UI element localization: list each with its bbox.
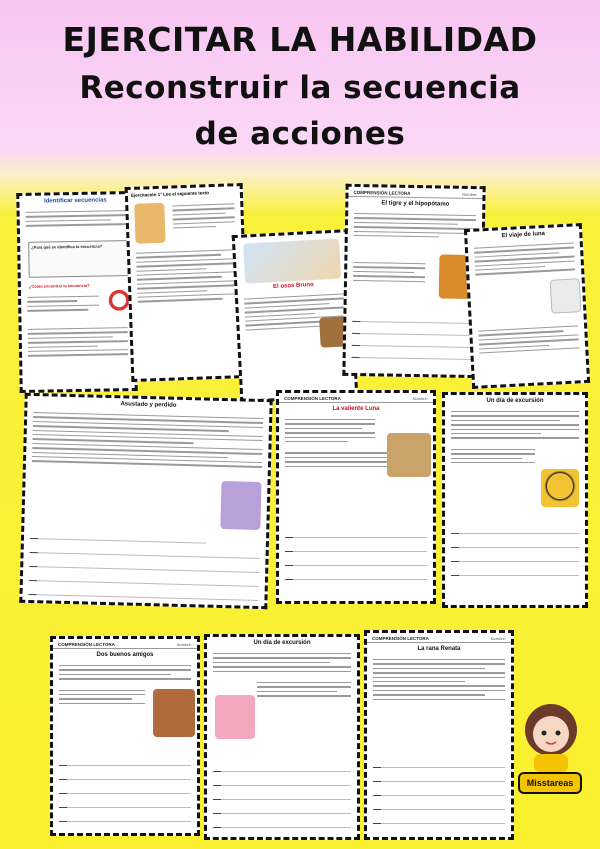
answer-line — [373, 789, 505, 796]
illustration-cat — [550, 278, 582, 314]
answer-line — [451, 569, 579, 576]
answer-line — [59, 773, 191, 780]
answer-line — [30, 532, 206, 544]
answer-line — [451, 541, 579, 548]
worksheet-oso-bruno — [232, 229, 359, 403]
answer-line — [213, 765, 351, 772]
page-title-line-3: de acciones — [194, 116, 406, 152]
author-avatar — [520, 700, 582, 772]
answer-line — [59, 787, 191, 794]
answer-line — [59, 759, 191, 766]
worksheet-dia-de-excursion-2 — [204, 634, 360, 840]
answer-line — [285, 545, 427, 552]
section-question: ¿Cómo encontrar la secuencia? — [28, 282, 90, 289]
answer-line — [373, 761, 505, 768]
header-label: COMPRENSIÓN LECTORA — [58, 642, 115, 647]
worksheet-rana-renata — [364, 630, 514, 840]
worksheet-title: Un día de excursión — [253, 640, 311, 646]
answer-line — [285, 531, 427, 538]
answer-line — [451, 555, 579, 562]
header-label: COMPRENSIÓN LECTORA — [353, 189, 411, 196]
answer-line — [213, 779, 351, 786]
worksheet-title: El viaje de luna — [501, 230, 546, 240]
page-title-line-2: Reconstruir la secuencia — [79, 70, 521, 106]
header-label: COMPRENSIÓN LECTORA — [372, 636, 429, 641]
worksheet-viaje-de-luna — [464, 223, 590, 389]
name-label: Nombre: — [490, 636, 506, 641]
worksheet-dia-de-excursion-1 — [442, 392, 588, 608]
worksheet-title: Dos buenos amigos — [96, 652, 154, 658]
worksheet-tigre-hipopotamo — [342, 184, 485, 378]
illustration-chicken — [134, 203, 165, 244]
info-box-title: ¿Para qué se identifica la secuencia? — [31, 243, 103, 250]
worksheet-title: El tigre y el hipopótamo — [381, 200, 450, 208]
answer-line — [29, 560, 259, 573]
worksheet-title: Un día de excursión — [486, 398, 544, 404]
answer-line — [352, 339, 474, 348]
answer-line — [352, 327, 474, 336]
illustration-bear — [243, 239, 341, 284]
answer-line — [373, 817, 505, 824]
illustration-dog — [387, 433, 431, 477]
illustration-girl — [215, 695, 255, 739]
worksheet-identificar-secuencias — [16, 191, 137, 393]
name-label: Nombre: — [462, 191, 478, 198]
illustration-boy-dog — [153, 689, 195, 737]
worksheet-valiente-luna — [276, 390, 436, 604]
answer-line — [59, 801, 191, 808]
answer-line — [29, 574, 259, 587]
answer-line — [285, 559, 427, 566]
worksheet-title: Ejercitación 1° Lee el siguiente texto — [130, 190, 210, 198]
worksheet-title: La rana Renata — [417, 646, 461, 652]
worksheet-asustado-perdido — [19, 393, 272, 609]
answer-line — [213, 821, 351, 828]
answer-line — [373, 803, 505, 810]
worksheet-ejercitacion — [125, 183, 250, 382]
illustration-elephant — [220, 481, 261, 530]
answer-line — [213, 807, 351, 814]
page-title-line-1: EJERCITAR LA HABILIDAD — [62, 20, 538, 59]
worksheet-title: Identificar secuencias — [44, 197, 107, 205]
answer-line — [30, 546, 260, 559]
answer-line — [285, 573, 427, 580]
name-label: Nombre: — [412, 396, 428, 401]
answer-line — [352, 351, 474, 360]
answer-line — [213, 793, 351, 800]
answer-line — [59, 815, 191, 822]
worksheet-dos-buenos-amigos — [50, 636, 200, 836]
brand-badge: Misstareas — [518, 772, 582, 794]
answer-line — [29, 588, 259, 601]
header-label: COMPRENSIÓN LECTORA — [284, 396, 341, 401]
worksheet-title: Asustado y perdido — [120, 401, 177, 409]
name-label: Nombre: — [176, 642, 192, 647]
answer-line — [451, 527, 579, 534]
answer-line — [373, 775, 505, 782]
illustration-bee — [541, 469, 579, 507]
worksheet-title: La valiente Luna — [332, 406, 380, 412]
answer-line — [352, 315, 474, 324]
info-box — [28, 240, 129, 278]
worksheet-title: El osos Bruno — [272, 281, 314, 291]
